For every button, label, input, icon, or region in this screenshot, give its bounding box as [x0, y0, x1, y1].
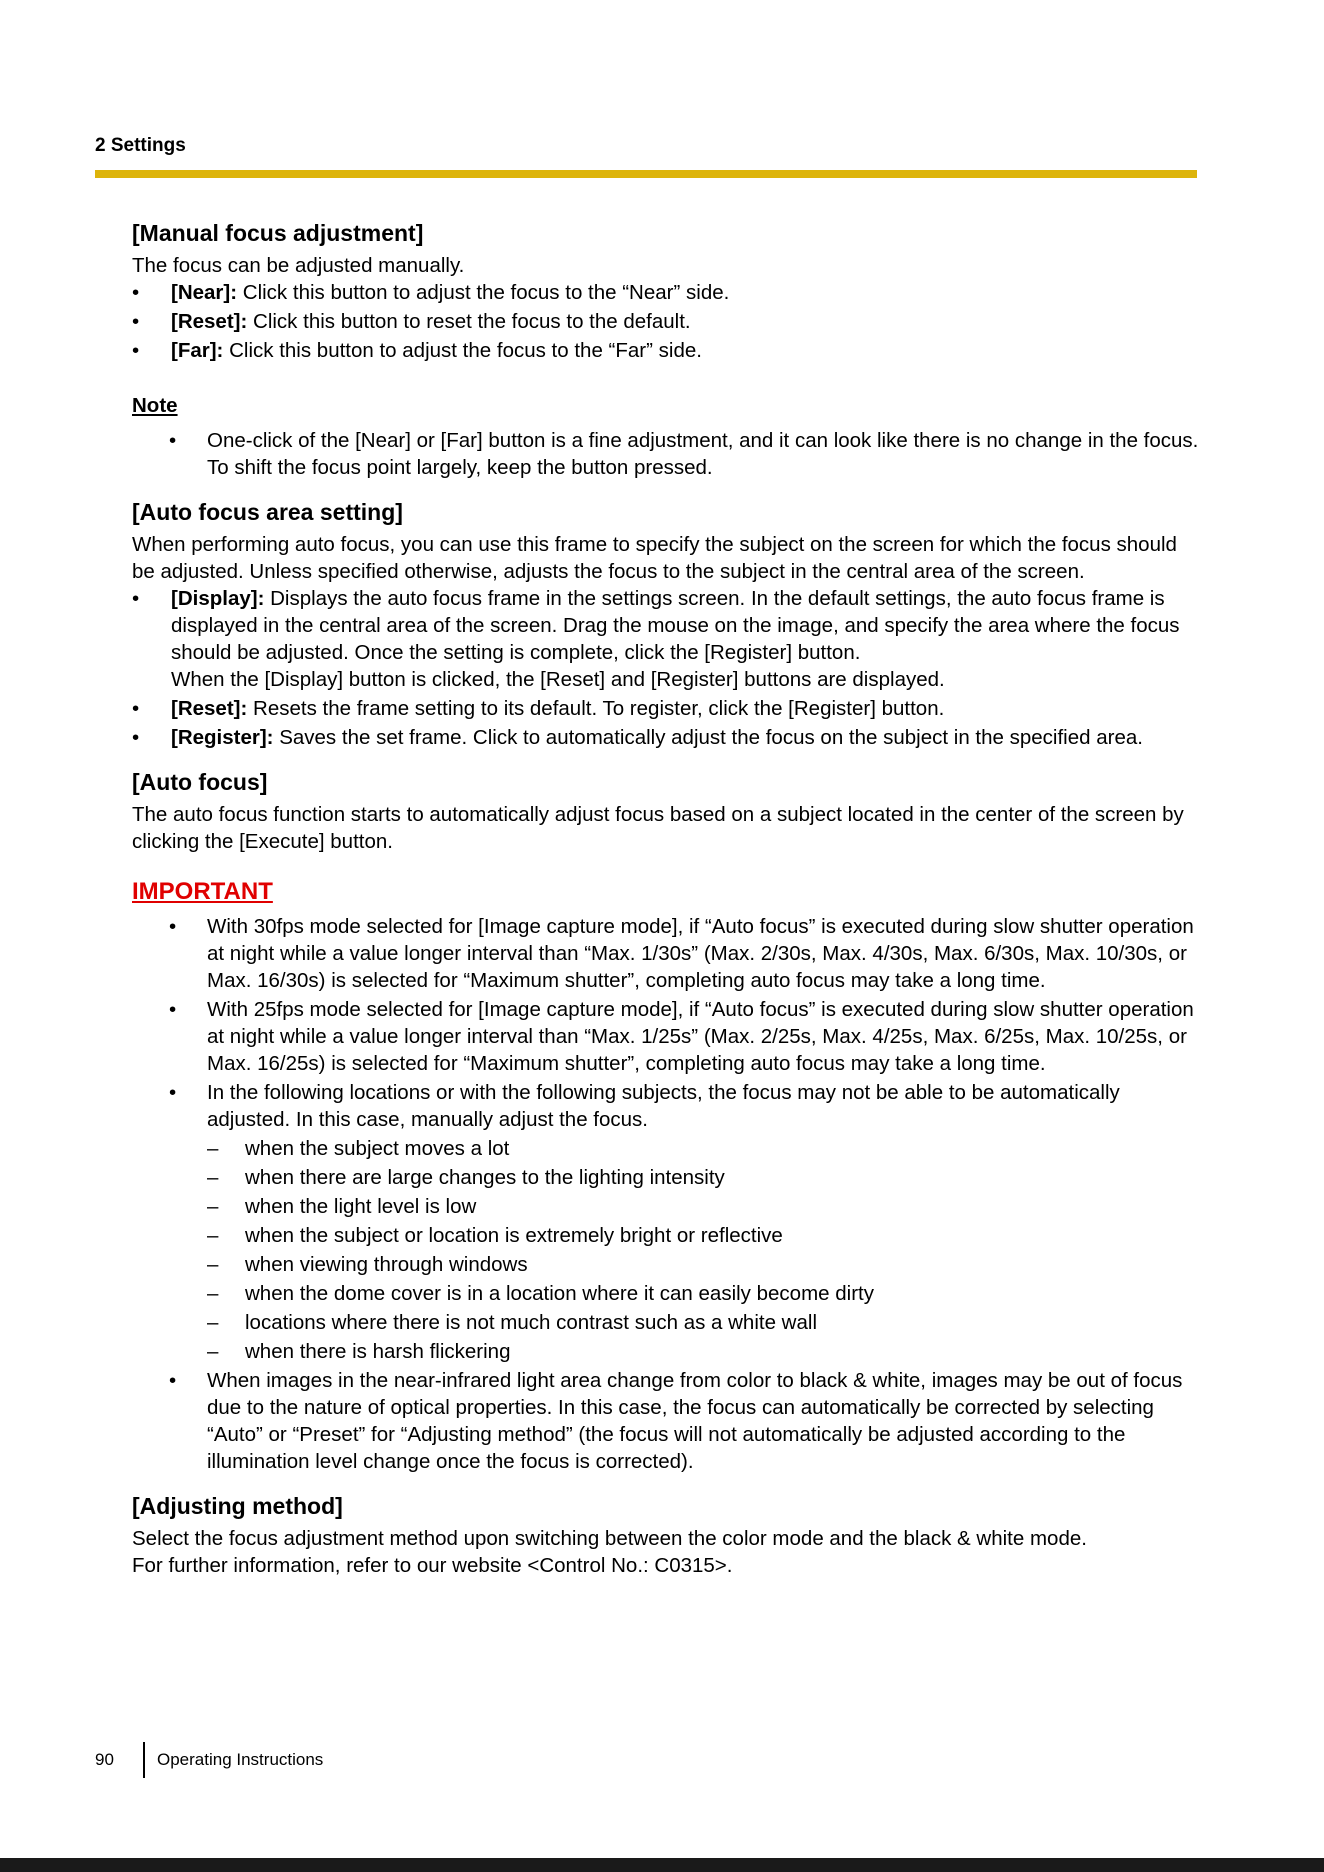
note-item: • One-click of the [Near] or [Far] button is a fine adjustment, and it can look like there is no change in the focus. To shift the focus point largely, keep the button pressed. [132, 427, 1204, 481]
list-item [132, 308, 1204, 335]
term-description: Displays the auto focus frame in the settings screen. In the default settings, the auto focus frame is displayed in the central area of the screen. Drag the mouse on the image, and specify the area where the focus should be adjusted. Once the setting is complete, click the [Register] button. [171, 587, 1180, 664]
condition-item: – when there are large changes to the lighting intensity [207, 1164, 1204, 1191]
important-item: • With 25fps mode selected for [Image capture mode], if “Auto focus” is executed during slow shutter operation at night while a value longer interval than “Max. 1/25s” (Max. 2/25s, Max. 4/25s, Max. 6/25s, Max. 10/25s, or Max. 16/25s) is selected for “Maximum shutter”, completing auto focus may take a long time. [132, 996, 1204, 1077]
footer-divider [143, 1742, 145, 1778]
section-heading-auto-focus-area: [Auto focus area setting] [132, 499, 403, 525]
important-title: IMPORTANT [132, 878, 273, 905]
section-auto-focus [132, 767, 1204, 1475]
term-description: Click this button to adjust the focus to the “Near” side. [237, 281, 730, 304]
condition-item: – locations where there is not much contrast such as a white wall [207, 1309, 1204, 1336]
term-description: Saves the set frame. Click to automatically adjust the focus on the subject in the specified area. [273, 726, 1143, 749]
list-item [132, 279, 1204, 306]
term-reset: [Reset]: [171, 697, 248, 720]
important-item-text: In the following locations or with the following subjects, the focus may not be able to be automatically adjusted. In this case, manually adjust the focus. [207, 1081, 1120, 1131]
term-near: [Near]: [171, 281, 238, 304]
manual-focus-list [132, 279, 1204, 364]
chapter-header: 2 Settings [95, 135, 186, 156]
term-description: Resets the frame setting to its default. To register, click the [Register] button. [247, 697, 945, 720]
adjusting-method-line-2: For further information, refer to our website <Control No.: C0315>. [132, 1554, 733, 1577]
term-register: [Register]: [171, 726, 274, 749]
auto-focus-intro: The auto focus function starts to automatically adjust focus based on a subject located in the center of the screen by clicking the [Execute] button. [132, 803, 1184, 853]
section-adjusting-method [132, 1491, 1204, 1579]
conditions-list [207, 1135, 1204, 1365]
term-extra: When the [Display] button is clicked, the [Reset] and [Register] buttons are displayed. [171, 668, 945, 691]
auto-focus-area-list [132, 585, 1204, 751]
page-number: 90 [95, 1750, 114, 1769]
condition-item: – when the subject or location is extremely bright or reflective [207, 1222, 1204, 1249]
page-content [132, 218, 1204, 1595]
manual-focus-intro: The focus can be adjusted manually. [132, 254, 465, 277]
term-far: [Far]: [171, 339, 224, 362]
section-heading-adjusting-method: [Adjusting method] [132, 1493, 343, 1519]
condition-item: – when the subject moves a lot [207, 1135, 1204, 1162]
condition-item: – when there is harsh flickering [207, 1338, 1204, 1365]
section-auto-focus-area [132, 497, 1204, 751]
section-manual-focus [132, 218, 1204, 481]
term-description: Click this button to adjust the focus to the “Far” side. [223, 339, 702, 362]
important-item: • When images in the near-infrared light area change from color to black & white, images may be out of focus due to the nature of optical properties. In this case, the focus can automatically be corrected by selecting “Auto” or “Preset” for “Adjusting method” (the focus will not automatically be adjusted according to the illumination level change once the focus is corrected). [132, 1367, 1204, 1475]
condition-item: – when the dome cover is in a location where it can easily become dirty [207, 1280, 1204, 1307]
list-item [132, 337, 1204, 364]
note-title: Note [132, 394, 178, 417]
list-item [132, 724, 1204, 751]
important-item: • With 30fps mode selected for [Image capture mode], if “Auto focus” is executed during slow shutter operation at night while a value longer interval than “Max. 1/30s” (Max. 2/30s, Max. 4/30s, Max. 6/30s, Max. 10/30s, or Max. 16/30s) is selected for “Maximum shutter”, completing auto focus may take a long time. [132, 913, 1204, 994]
section-heading-manual-focus: [Manual focus adjustment] [132, 220, 424, 246]
condition-item: – when the light level is low [207, 1193, 1204, 1220]
term-reset: [Reset]: [171, 310, 248, 333]
condition-item: – when viewing through windows [207, 1251, 1204, 1278]
document-title: Operating Instructions [157, 1750, 324, 1769]
list-item [132, 585, 1204, 693]
adjusting-method-line-1: Select the focus adjustment method upon switching between the color mode and the black & white mode. [132, 1527, 1087, 1550]
note-list [132, 427, 1204, 481]
bottom-edge-bar [0, 1858, 1324, 1872]
section-heading-auto-focus: [Auto focus] [132, 769, 268, 795]
auto-focus-area-intro: When performing auto focus, you can use this frame to specify the subject on the screen for which the focus should be adjusted. Unless specified otherwise, adjusts the focus to the subject in the central area of the screen. [132, 533, 1177, 583]
term-description: Click this button to reset the focus to the default. [247, 310, 691, 333]
term-display: [Display]: [171, 587, 265, 610]
important-list [132, 913, 1204, 1475]
page-footer [95, 1742, 323, 1778]
important-item [132, 1079, 1204, 1365]
header-rule [95, 170, 1197, 178]
list-item [132, 695, 1204, 722]
